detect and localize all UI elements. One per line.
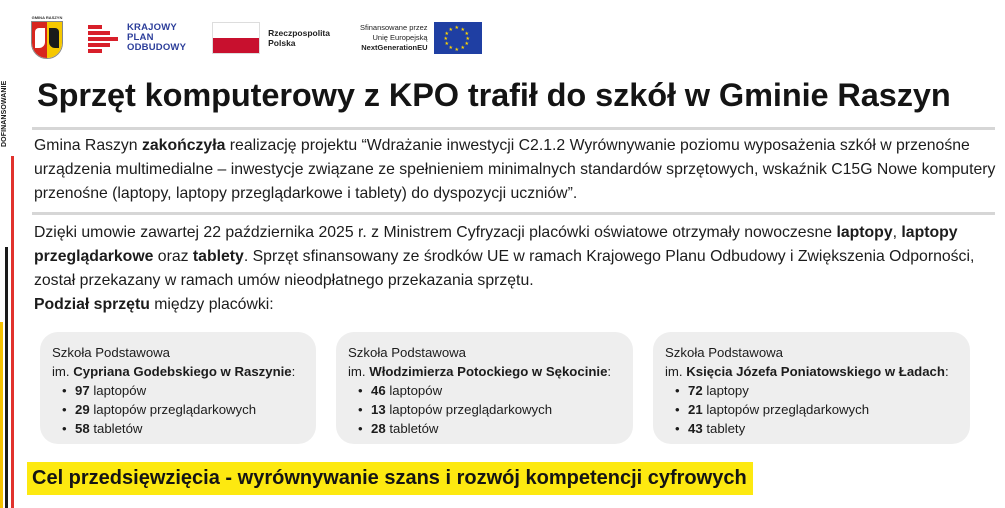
body-paragraph [34, 221, 1002, 317]
equipment-list [348, 381, 623, 438]
logo-strip [30, 14, 482, 62]
separator-top [32, 127, 995, 130]
body-bold-chromebooks: laptopy przeglądarkowe [34, 224, 958, 265]
pl-line-2: Polska [268, 38, 296, 48]
school-type: Szkoła Podstawowa [665, 345, 784, 360]
body-bold-tablets: tablety [192, 248, 244, 265]
kpo-line-1: KRAJOWY [127, 22, 177, 33]
list-item: • 29 laptopów przeglądarkowych [62, 400, 306, 419]
list-item: • 43 tablety [675, 419, 960, 438]
body-text-2: , [892, 224, 902, 241]
rzeczpospolita-polska-logo [212, 22, 330, 54]
separator-middle [32, 212, 995, 215]
pl-line-1: Rzeczpospolita [268, 28, 330, 38]
intro-text-start: Gmina Raszyn [34, 137, 142, 154]
intro-bold-completed: zakończyła [141, 137, 226, 154]
eu-line-2: Unię Europejską [372, 33, 428, 42]
gmina-raszyn-crest-logo [30, 15, 64, 61]
side-label-dofinansowanie: DOFINANSOWANIE [1, 80, 8, 147]
equipment-list [665, 381, 960, 438]
list-item: • 13 laptopów przeglądarkowych [358, 400, 623, 419]
school-name: im. Cypriana Godebskiego w Raszynie: [52, 364, 296, 379]
kpo-logo [88, 23, 186, 53]
crest-caption: GMINA RASZYN [31, 15, 63, 20]
list-item: • 28 tabletów [358, 419, 623, 438]
eu-flag-icon: ★ ★ ★ ★ ★ ★ ★ ★ ★ ★ ★ ★ [434, 22, 482, 54]
list-item: • 21 laptopów przeglądarkowych [675, 400, 960, 419]
intro-text-rest: realizację projektu “Wdrażanie inwestycji C2.1.2 Wyrównywanie poziomu wyposażenia szkół w przenośne urządzenia multimedialne – inwestycje związane ze spełnieniem minimalnych standardów sprzętowych, wskaźnik C15G Nowe komputery przenośne (laptopy, laptopy przeglądarkowe i tablety) do dyspozycji uczniów”. [34, 137, 996, 202]
stripe-yellow [0, 322, 3, 508]
body-text-1: Dzięki umowie zawartej 22 października 2025 r. z Ministrem Cyfryzacji placówki oświatowe otrzymały nowoczesne [34, 224, 837, 241]
list-item: • 46 laptopów [358, 381, 623, 400]
list-item: • 97 laptopów [62, 381, 306, 400]
page-title: Sprzęt komputerowy z KPO trafił do szkół w Gminie Raszyn [37, 77, 951, 113]
body-text-4: . Sprzęt sfinansowany ze środków UE w ramach Krajowego Planu Odbudowy i Zwiększenia Odporności, został przekazany w ramach umów nieodpłatnego przekazania sprzętu. [34, 248, 975, 289]
school-card [336, 332, 633, 444]
school-card [653, 332, 970, 444]
goal-banner: Cel przedsięwzięcia - wyrównywanie szans i rozwój kompetencji cyfrowych [27, 462, 753, 495]
eu-line-1: Sfinansowane przez [360, 23, 428, 32]
polish-flag-icon [212, 22, 260, 54]
body-text-5: między placówki: [149, 296, 274, 313]
school-type: Szkoła Podstawowa [52, 345, 171, 360]
intro-paragraph [34, 134, 1002, 206]
eu-funding-logo [360, 22, 482, 54]
crest-shield-icon [31, 21, 63, 59]
body-text-3: oraz [153, 248, 193, 265]
stripe-red [11, 156, 14, 508]
school-cards [40, 332, 970, 444]
school-name: im. Włodzimierza Potockiego w Sękocinie: [348, 364, 612, 379]
kpo-line-2: PLAN [127, 32, 154, 43]
list-item: • 58 tabletów [62, 419, 306, 438]
kpo-mark-icon [88, 23, 118, 53]
eu-line-3: NextGenerationEU [361, 43, 428, 52]
equipment-list [52, 381, 306, 438]
body-bold-distribution: Podział sprzętu [34, 296, 150, 313]
list-item: • 72 laptopy [675, 381, 960, 400]
school-type: Szkoła Podstawowa [348, 345, 467, 360]
school-card [40, 332, 316, 444]
stripe-black [5, 247, 8, 508]
school-name: im. Księcia Józefa Poniatowskiego w Ładach: [665, 364, 949, 379]
body-bold-laptops: laptopy [836, 224, 893, 241]
kpo-line-3: ODBUDOWY [127, 42, 187, 53]
